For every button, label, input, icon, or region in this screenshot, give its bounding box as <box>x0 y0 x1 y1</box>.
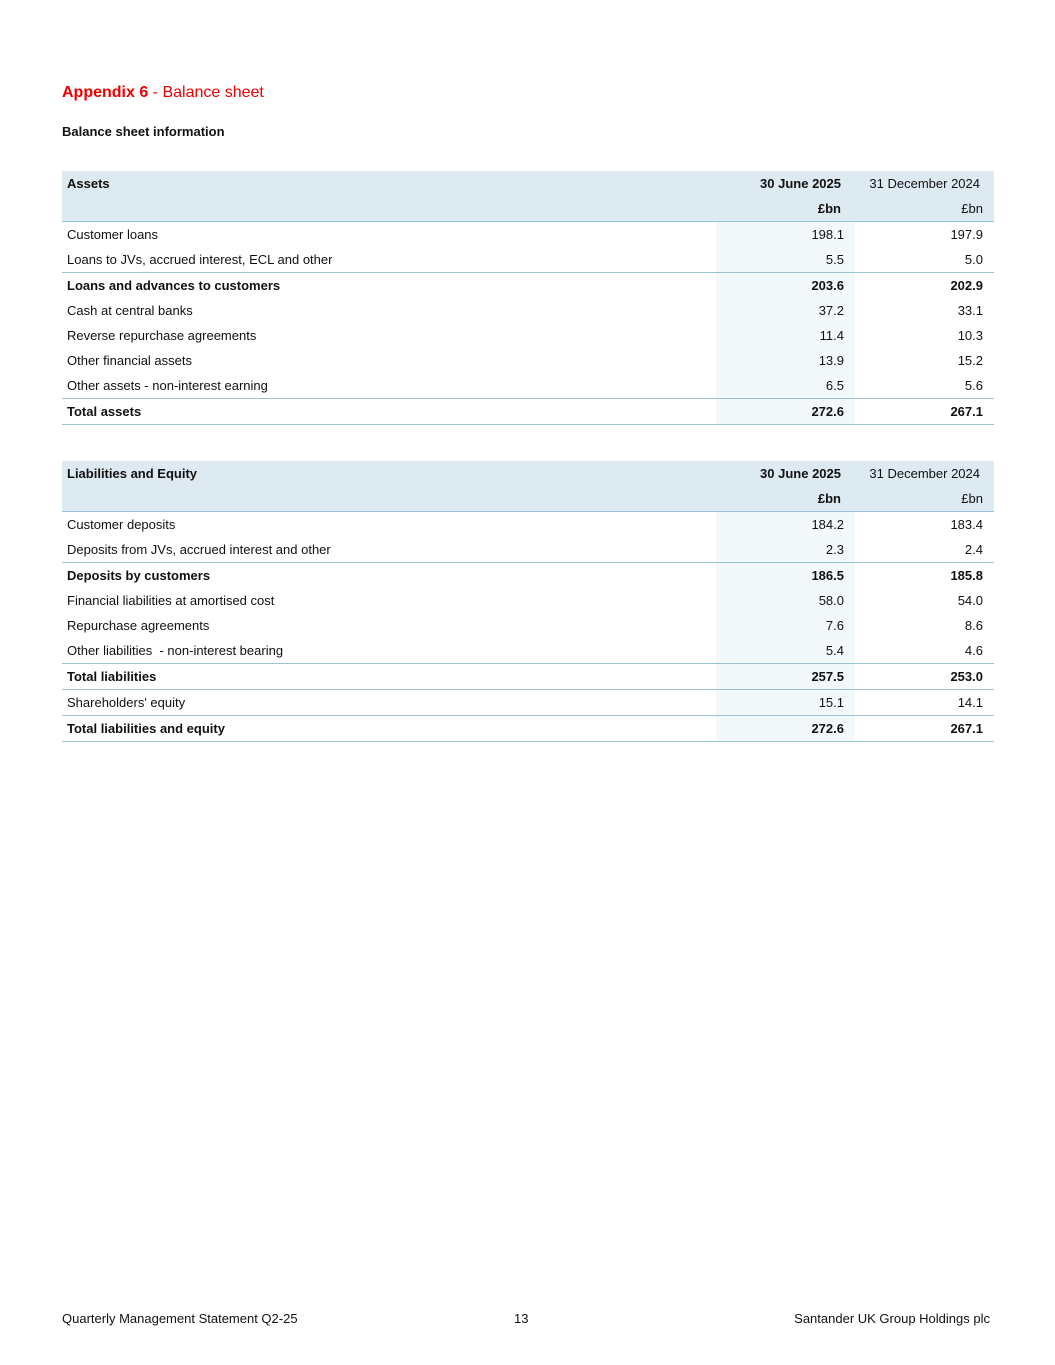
section-title: Balance sheet information <box>62 124 225 139</box>
row-value-current: 11.4 <box>716 323 855 348</box>
row-label: Total assets <box>62 399 716 425</box>
footer-document-title: Quarterly Management Statement Q2-25 <box>62 1311 298 1326</box>
row-value-current: 257.5 <box>716 664 855 690</box>
unit-previous: £bn <box>855 486 994 512</box>
unit-spacer <box>62 196 716 222</box>
assets-header-label: Assets <box>62 171 716 196</box>
subtotal-row <box>62 664 994 690</box>
row-value-current: 7.6 <box>716 613 855 638</box>
row-value-previous: 5.6 <box>964 378 983 393</box>
row-value-current: 5.4 <box>716 638 855 664</box>
table-unit-row <box>62 196 994 222</box>
column-header-current: 30 June 2025 <box>716 461 855 486</box>
row-label: Reverse repurchase agreements <box>67 328 257 343</box>
total-row <box>62 399 994 425</box>
table-row <box>62 638 994 664</box>
assets-table <box>62 171 994 425</box>
column-header-previous: 31 December 2024 <box>855 461 994 486</box>
row-label: Other financial assets <box>67 353 193 368</box>
table-row <box>62 588 994 613</box>
row-value-previous: 8.6 <box>964 618 983 633</box>
row-value-current: 184.2 <box>716 512 855 538</box>
row-value-previous: 2.4 <box>964 542 983 557</box>
table-row <box>62 348 994 373</box>
table-unit-row <box>62 486 994 512</box>
unit-previous: £bn <box>855 196 994 222</box>
row-value-previous: 10.3 <box>957 328 983 343</box>
table-row <box>62 247 994 273</box>
row-value-current: 203.6 <box>716 273 855 299</box>
table-header-row <box>62 171 994 196</box>
row-value-current: 186.5 <box>716 563 855 589</box>
column-header-previous: 31 December 2024 <box>855 171 994 196</box>
table-row <box>62 373 994 399</box>
row-label: Total liabilities <box>62 664 716 690</box>
total-row <box>62 716 994 742</box>
row-label: Total liabilities and equity <box>62 716 716 742</box>
appendix-label: Appendix 6 <box>62 84 149 101</box>
row-value-previous: 33.1 <box>957 303 983 318</box>
row-label: Other assets - non-interest earning <box>67 378 268 393</box>
row-value-current: 6.5 <box>716 373 855 399</box>
table-header-row <box>62 461 994 486</box>
row-value-previous: 253.0 <box>855 664 994 690</box>
row-value-current: 198.1 <box>716 222 855 248</box>
row-value-previous: 14.1 <box>855 690 994 716</box>
row-value-previous: 183.4 <box>950 517 983 532</box>
row-value-current: 2.3 <box>716 537 855 563</box>
row-label: Customer loans <box>67 227 159 242</box>
row-label: Deposits from JVs, accrued interest and other <box>67 542 331 557</box>
row-label: Loans and advances to customers <box>62 273 716 299</box>
page-heading <box>62 84 264 102</box>
row-value-previous: 267.1 <box>855 716 994 742</box>
footer-company-name: Santander UK Group Holdings plc <box>794 1311 990 1326</box>
row-value-previous: 5.0 <box>964 252 983 267</box>
row-label: Other liabilities - non-interest bearing <box>67 643 284 658</box>
row-value-previous: 15.2 <box>957 353 983 368</box>
row-value-previous: 267.1 <box>855 399 994 425</box>
heading-title: Balance sheet <box>162 84 264 101</box>
row-value-previous: 202.9 <box>855 273 994 299</box>
row-label: Loans to JVs, accrued interest, ECL and other <box>67 252 333 267</box>
row-value-previous: 197.9 <box>950 227 983 242</box>
subtotal-row <box>62 563 994 589</box>
row-label: Customer deposits <box>67 517 176 532</box>
table-row <box>62 222 994 248</box>
heading-separator: - <box>148 84 163 101</box>
liabilities-table <box>62 461 994 742</box>
footer-page-number: 13 <box>514 1311 529 1326</box>
row-value-current: 272.6 <box>716 716 855 742</box>
row-value-current: 5.5 <box>716 247 855 273</box>
table-row <box>62 323 994 348</box>
row-label: Financial liabilities at amortised cost <box>67 593 275 608</box>
row-value-previous: 4.6 <box>964 643 983 658</box>
row-value-current: 272.6 <box>716 399 855 425</box>
row-value-previous: 185.8 <box>855 563 994 589</box>
row-value-previous: 54.0 <box>957 593 983 608</box>
table-row <box>62 537 994 563</box>
table-row <box>62 690 994 716</box>
row-value-current: 58.0 <box>716 588 855 613</box>
unit-current: £bn <box>716 196 855 222</box>
row-value-current: 15.1 <box>716 690 855 716</box>
liabilities-header-label: Liabilities and Equity <box>62 461 716 486</box>
column-header-current: 30 June 2025 <box>716 171 855 196</box>
row-label: Cash at central banks <box>67 303 193 318</box>
row-label: Repurchase agreements <box>67 618 210 633</box>
row-label: Shareholders' equity <box>62 690 716 716</box>
unit-current: £bn <box>716 486 855 512</box>
row-value-current: 13.9 <box>716 348 855 373</box>
table-row <box>62 512 994 538</box>
subtotal-row <box>62 273 994 299</box>
row-label: Deposits by customers <box>62 563 716 589</box>
unit-spacer <box>62 486 716 512</box>
table-row <box>62 613 994 638</box>
row-value-current: 37.2 <box>716 298 855 323</box>
table-row <box>62 298 994 323</box>
